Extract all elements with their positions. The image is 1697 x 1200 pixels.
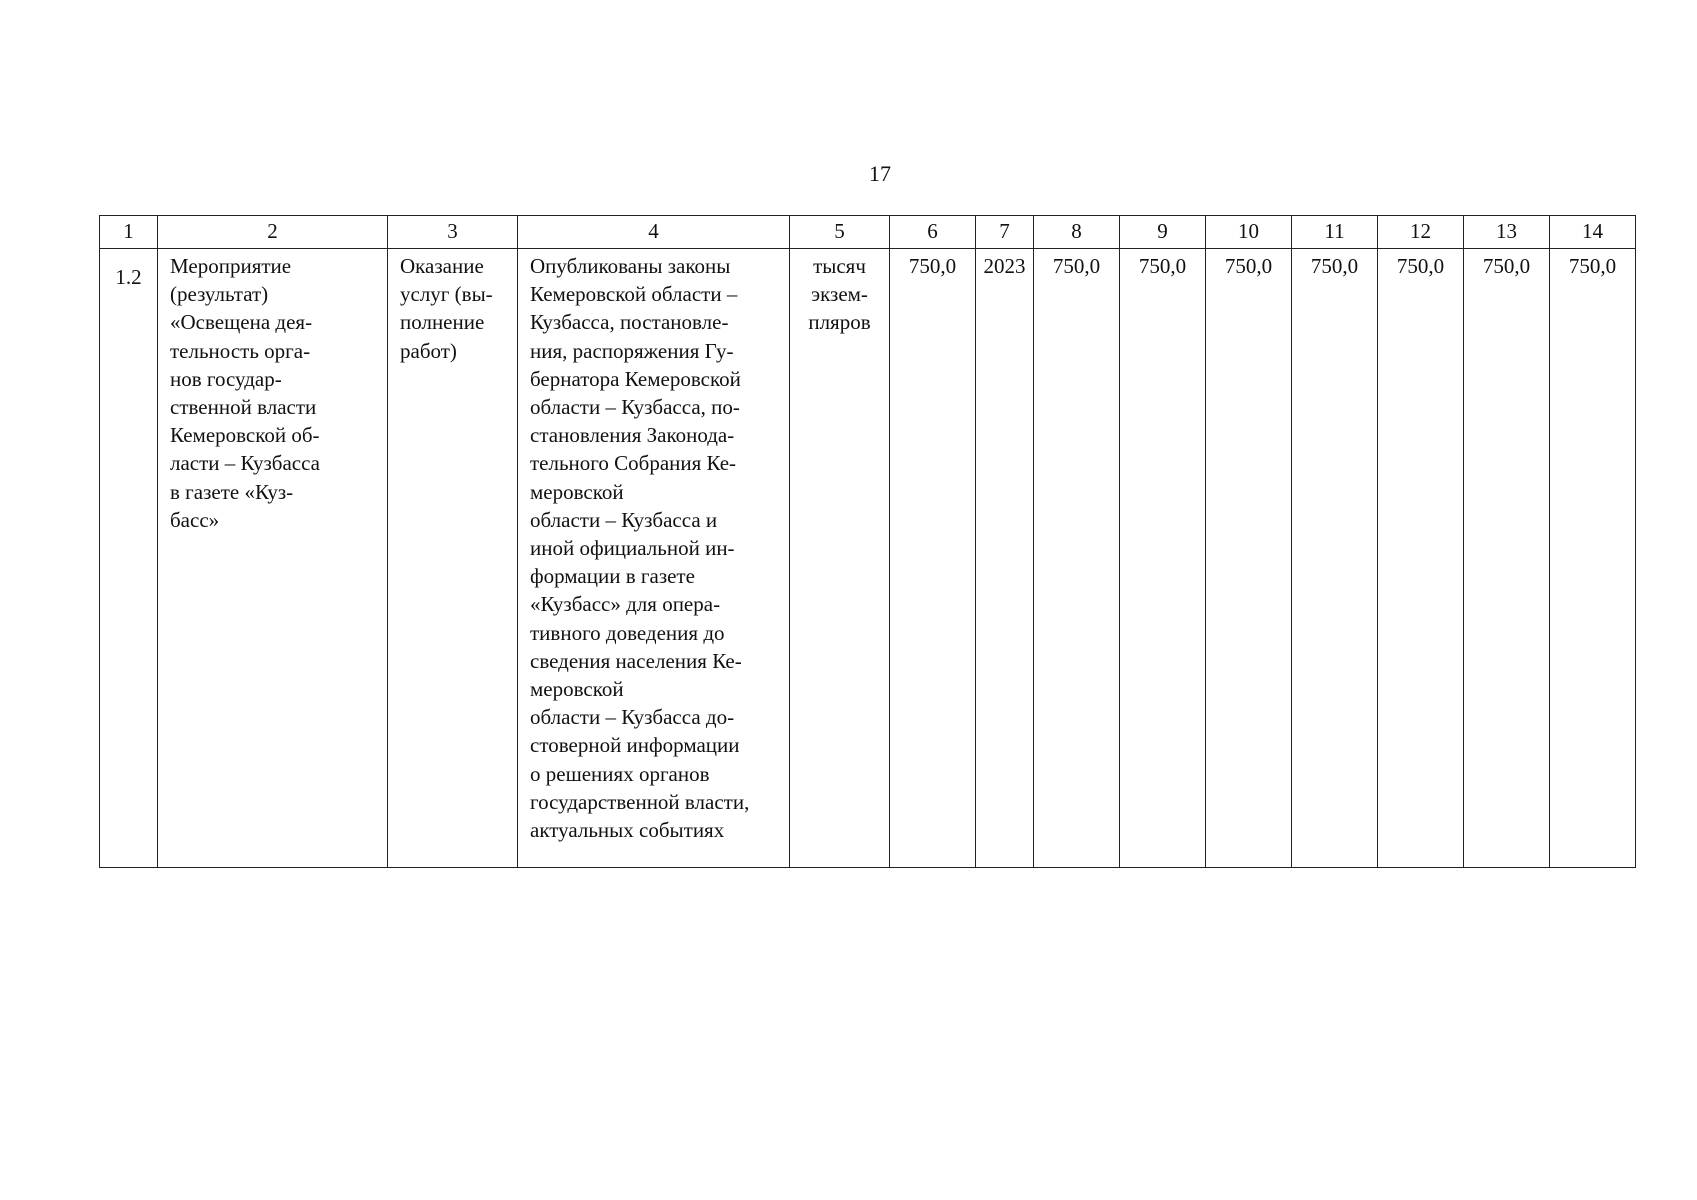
year-value: 750,0 [1206,249,1292,868]
year-value: 750,0 [1464,249,1550,868]
row-number: 1.2 [100,249,158,868]
year-value: 750,0 [1378,249,1464,868]
year-value: 750,0 [1292,249,1378,868]
column-number: 10 [1206,216,1292,249]
base-year: 2023 [976,249,1034,868]
column-number: 4 [518,216,790,249]
table-row [100,249,1636,868]
year-value: 750,0 [1034,249,1120,868]
indicator-table [99,215,1636,868]
column-number: 7 [976,216,1034,249]
column-number: 3 [388,216,518,249]
column-number: 11 [1292,216,1378,249]
page-number: 17 [869,161,891,186]
column-number: 6 [890,216,976,249]
column-number: 1 [100,216,158,249]
year-value: 750,0 [1120,249,1206,868]
column-number: 9 [1120,216,1206,249]
unit-of-measure: тысяч экзем- пляров [790,249,890,868]
event-name: Мероприятие (результат) «Освещена дея- тельность орга- нов государ- ственной власти Кемеровской об- ласти – Кузбасса в газете «Куз- басс» [158,249,388,868]
event-type: Оказание услуг (вы- полнение работ) [388,249,518,868]
column-number: 2 [158,216,388,249]
column-number: 13 [1464,216,1550,249]
column-number: 5 [790,216,890,249]
header-row [100,216,1636,249]
column-number: 14 [1550,216,1636,249]
column-number: 12 [1378,216,1464,249]
result-description: Опубликованы законы Кемеровской области – Кузбасса, постановле- ния, распоряжения Гу- бернатора Кемеровской области – Кузбасса, по- становления Законода- тельного Собрания Ке- меровской области – Кузбасса и иной официальной ин- формации в газете «Кузбасс» для опера- тивного доведения до сведения населения Ке- меровской области – Кузбасса до- стоверной информации о решениях органов государственной власти, актуальных событиях [518,249,790,868]
base-value: 750,0 [890,249,976,868]
year-value: 750,0 [1550,249,1636,868]
column-number: 8 [1034,216,1120,249]
